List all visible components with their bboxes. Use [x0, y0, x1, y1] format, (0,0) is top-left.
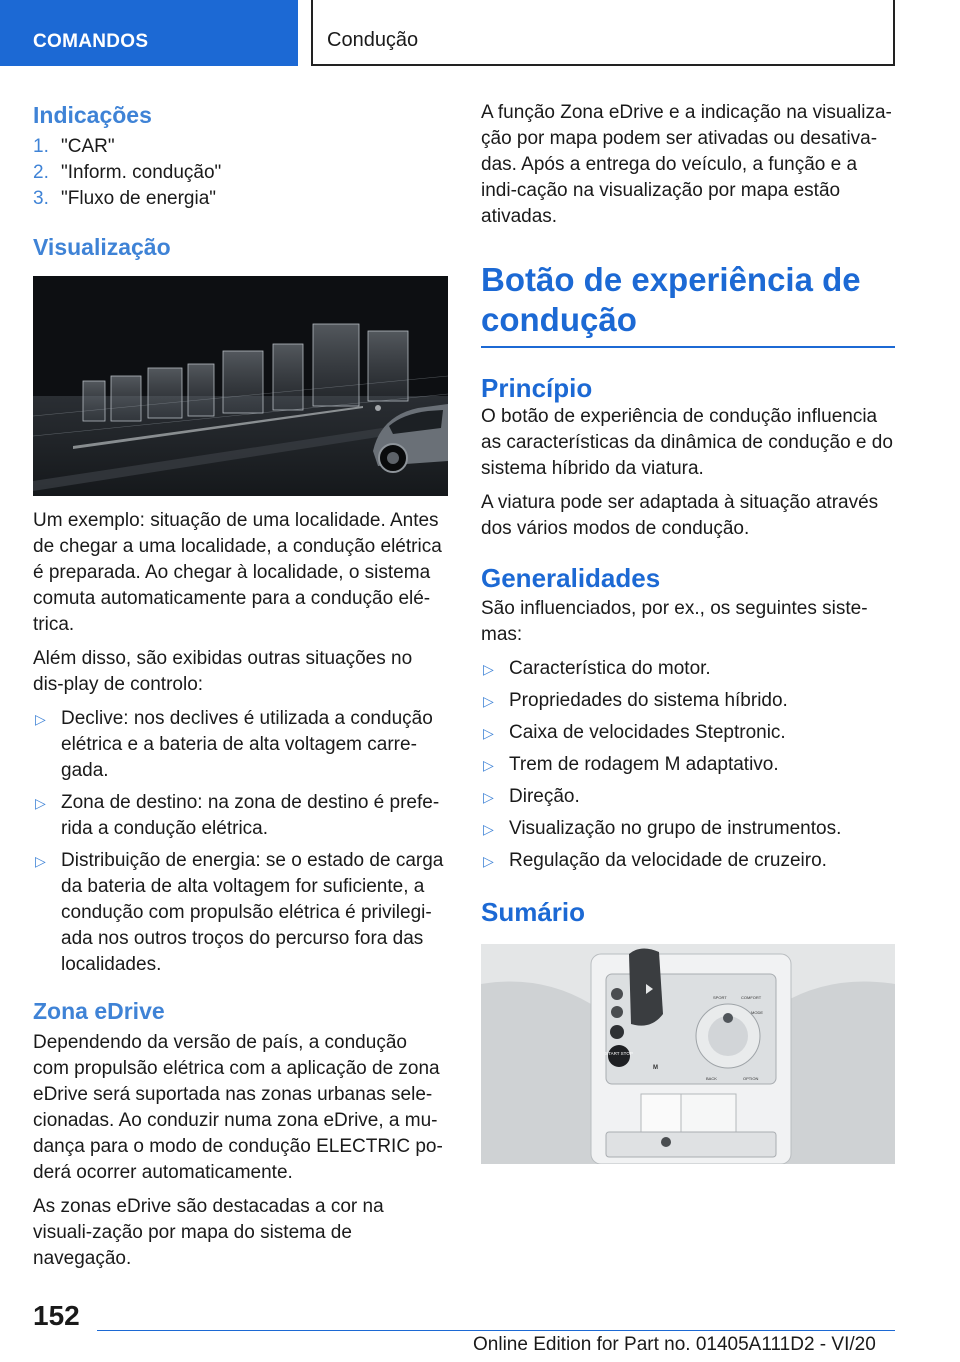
triangle-bullet-icon: ▷ [483, 821, 494, 837]
triangle-bullet-icon: ▷ [483, 853, 494, 869]
item-text: "Fluxo de energia" [61, 188, 217, 209]
bullet-text: Zona de destino: na zona de destino é prefe-rida a condução elétrica. [61, 792, 440, 839]
heading-visualizacao: Visualização [33, 234, 171, 260]
item-text: "Inform. condução" [61, 162, 222, 183]
bullet-text: Declive: nos declives é utilizada a condução elétrica e a bateria de alta voltagem carre-gada. [61, 708, 433, 781]
section-tab: COMANDOS [0, 0, 298, 66]
edition-text: Online Edition for Part no. 01405A111D2 - VI/20 [473, 1334, 876, 1355]
bullet-text: Propriedades do sistema híbrido. [509, 690, 788, 711]
comfort-label: COMFORT [741, 995, 762, 1000]
start-stop-label: START STOP [605, 1051, 633, 1056]
bullet-text: Característica do motor. [509, 658, 711, 679]
heading-botao-experiencia: Botão de experiência de condução [481, 261, 861, 338]
zona-paragraph-2: As zonas eDrive são destacadas a cor na visuali-zação por mapa do sistema de navegação. [33, 1196, 384, 1269]
heading-principio: Princípio [481, 373, 593, 403]
right-column [481, 100, 895, 1164]
triangle-bullet-icon: ▷ [483, 661, 494, 677]
list-item [481, 752, 895, 778]
mode-label: MODE [751, 1010, 763, 1015]
list-item [33, 134, 448, 160]
footer-rule [97, 1330, 895, 1331]
sport-label: SPORT [713, 995, 727, 1000]
bullet-text: Regulação da velocidade de cruzeiro. [509, 850, 827, 871]
heading-rule [481, 346, 895, 348]
bullet-text: Distribuição de energia: se o estado de carga da bateria de alta voltagem for suficiente, a condução com propulsão elétrica é privilegi-ada nos outros troços do percurso fora das localidades. [61, 850, 444, 975]
bullet-text: Visualização no grupo de instrumentos. [509, 818, 842, 839]
bullet-text: Trem de rodagem M adaptativo. [509, 754, 779, 775]
back-label: BACK [706, 1076, 717, 1081]
indicacoes-list [33, 134, 448, 212]
item-number: 1. [33, 136, 49, 157]
center-console-image [481, 944, 895, 1164]
left-column [33, 100, 448, 1272]
chapter-title: Condução [311, 0, 895, 66]
list-item [33, 706, 448, 784]
list-item [481, 688, 895, 714]
visual-bullet-list [33, 706, 448, 978]
heading-indicacoes: Indicações [33, 102, 152, 128]
list-item [33, 160, 448, 186]
bullet-text: Direção. [509, 786, 580, 807]
triangle-bullet-icon: ▷ [483, 693, 494, 709]
triangle-bullet-icon: ▷ [483, 725, 494, 741]
item-number: 3. [33, 188, 49, 209]
triangle-bullet-icon: ▷ [35, 853, 46, 869]
triangle-bullet-icon: ▷ [35, 711, 46, 727]
page-number: 152 [33, 1300, 80, 1331]
list-item [481, 816, 895, 842]
list-item [481, 656, 895, 682]
heading-sumario: Sumário [481, 897, 586, 927]
visual-paragraph-2: Além disso, são exibidas outras situações no dis-play de controlo: [33, 648, 413, 695]
page-header [0, 0, 960, 66]
edrive-visualization-image [33, 276, 448, 496]
list-item [33, 186, 448, 212]
option-label: OPTION [743, 1076, 759, 1081]
principio-paragraph-1: O botão de experiência de condução influencia as características da dinâmica de condução e do sistema híbrido da viatura. [481, 406, 893, 479]
triangle-bullet-icon: ▷ [483, 757, 494, 773]
generalidades-paragraph: São influenciados, por ex., os seguintes siste-mas: [481, 598, 868, 645]
visual-paragraph-1: Um exemplo: situação de uma localidade. Antes de chegar a uma localidade, a condução elétrica é preparada. Ao chegar à localidade, o sistema comuta automaticamente para a condução elé-trica. [33, 510, 442, 635]
bullet-text: Caixa de velocidades Steptronic. [509, 722, 786, 743]
list-item [481, 848, 895, 874]
principio-paragraph-2: A viatura pode ser adaptada à situação através dos vários modos de condução. [481, 492, 879, 539]
item-number: 2. [33, 162, 49, 183]
heading-generalidades: Generalidades [481, 563, 661, 593]
m-label: M [653, 1065, 658, 1071]
triangle-bullet-icon: ▷ [35, 795, 46, 811]
list-item [33, 790, 448, 842]
heading-zona-edrive: Zona eDrive [33, 998, 165, 1024]
item-text: "CAR" [61, 136, 115, 157]
triangle-bullet-icon: ▷ [483, 789, 494, 805]
list-item [481, 784, 895, 810]
list-item [481, 720, 895, 746]
intro-paragraph: A função Zona eDrive e a indicação na visualiza-ção por mapa podem ser ativadas ou desativa-das. Após a entrega do veículo, a função e a indi-cação na visualização por mapa estão ativadas. [481, 102, 892, 227]
list-item [33, 848, 448, 978]
zona-paragraph-1: Dependendo da versão de país, a condução com propulsão elétrica com a aplicação de zona eDrive será suportada nas zonas urbanas sele-cionadas. Ao conduzir numa zona eDrive, a mu-dança para o modo de condução ELECTRIC po-derá ocorrer automaticamente. [33, 1032, 443, 1183]
generalidades-bullet-list [481, 656, 895, 874]
